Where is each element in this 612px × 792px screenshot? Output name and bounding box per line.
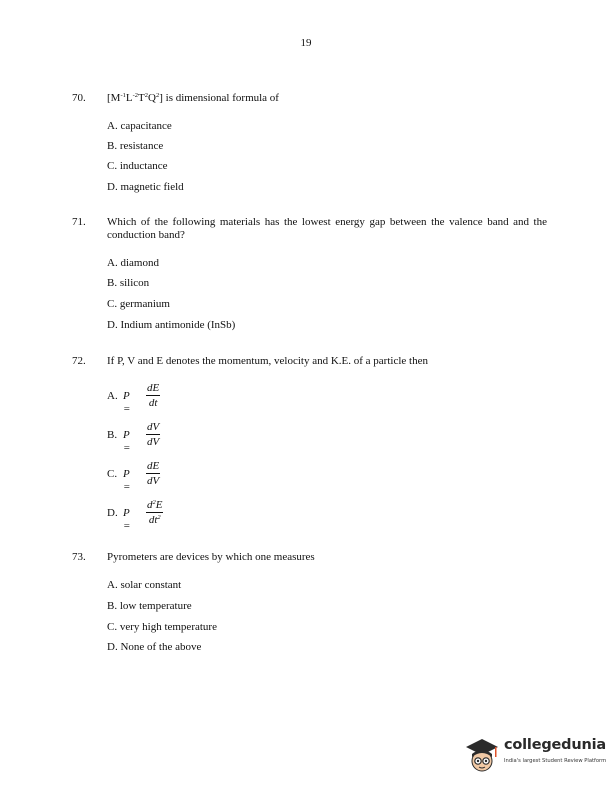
- logo-name: collegedunia: [504, 737, 606, 753]
- fraction: dV dV: [147, 421, 160, 448]
- fraction: dE dt: [147, 382, 160, 409]
- option-b: B. resistance: [107, 140, 164, 152]
- question-text: If P, V and E denotes the momentum, velocity and K.E. of a particle then: [107, 355, 428, 367]
- option-d: D. Indium antimonide (InSb): [107, 319, 236, 331]
- question-number: 72.: [72, 355, 86, 367]
- logo-tagline: India's largest Student Review Platform: [504, 758, 607, 764]
- option-d: D. None of the above: [107, 641, 202, 653]
- option-a: A. solar constant: [107, 579, 182, 591]
- option-b: B. silicon: [107, 277, 150, 289]
- question-text: $[M^{-1}L^{-2}T^2Q^2]$ is dimensional formula of: [107, 92, 279, 104]
- option-a: A. diamond: [107, 257, 159, 269]
- question-text: Which of the following materials has the lowest energy gap between the valence band and the conduction band?: [107, 216, 547, 241]
- question-number: 73.: [72, 551, 86, 563]
- option-b: B. low temperature: [107, 600, 192, 612]
- fraction: $d^2E$ $dt^2$: [147, 499, 163, 526]
- option-c: C. inductance: [107, 160, 168, 172]
- option-c: C. very high temperature: [107, 621, 217, 633]
- fraction: dE dV: [147, 460, 160, 487]
- option-d: D. magnetic field: [107, 181, 184, 193]
- question-text: Pyrometers are devices by which one measures: [107, 551, 315, 563]
- page-number: 19: [300, 37, 312, 49]
- collegedunia-logo: [462, 733, 607, 777]
- graduate-mascot-icon: [462, 735, 502, 775]
- question-number: 70.: [72, 92, 86, 104]
- option-a: A. capacitance: [107, 120, 172, 132]
- question-number: 71.: [72, 216, 86, 228]
- option-c: C. germanium: [107, 298, 170, 310]
